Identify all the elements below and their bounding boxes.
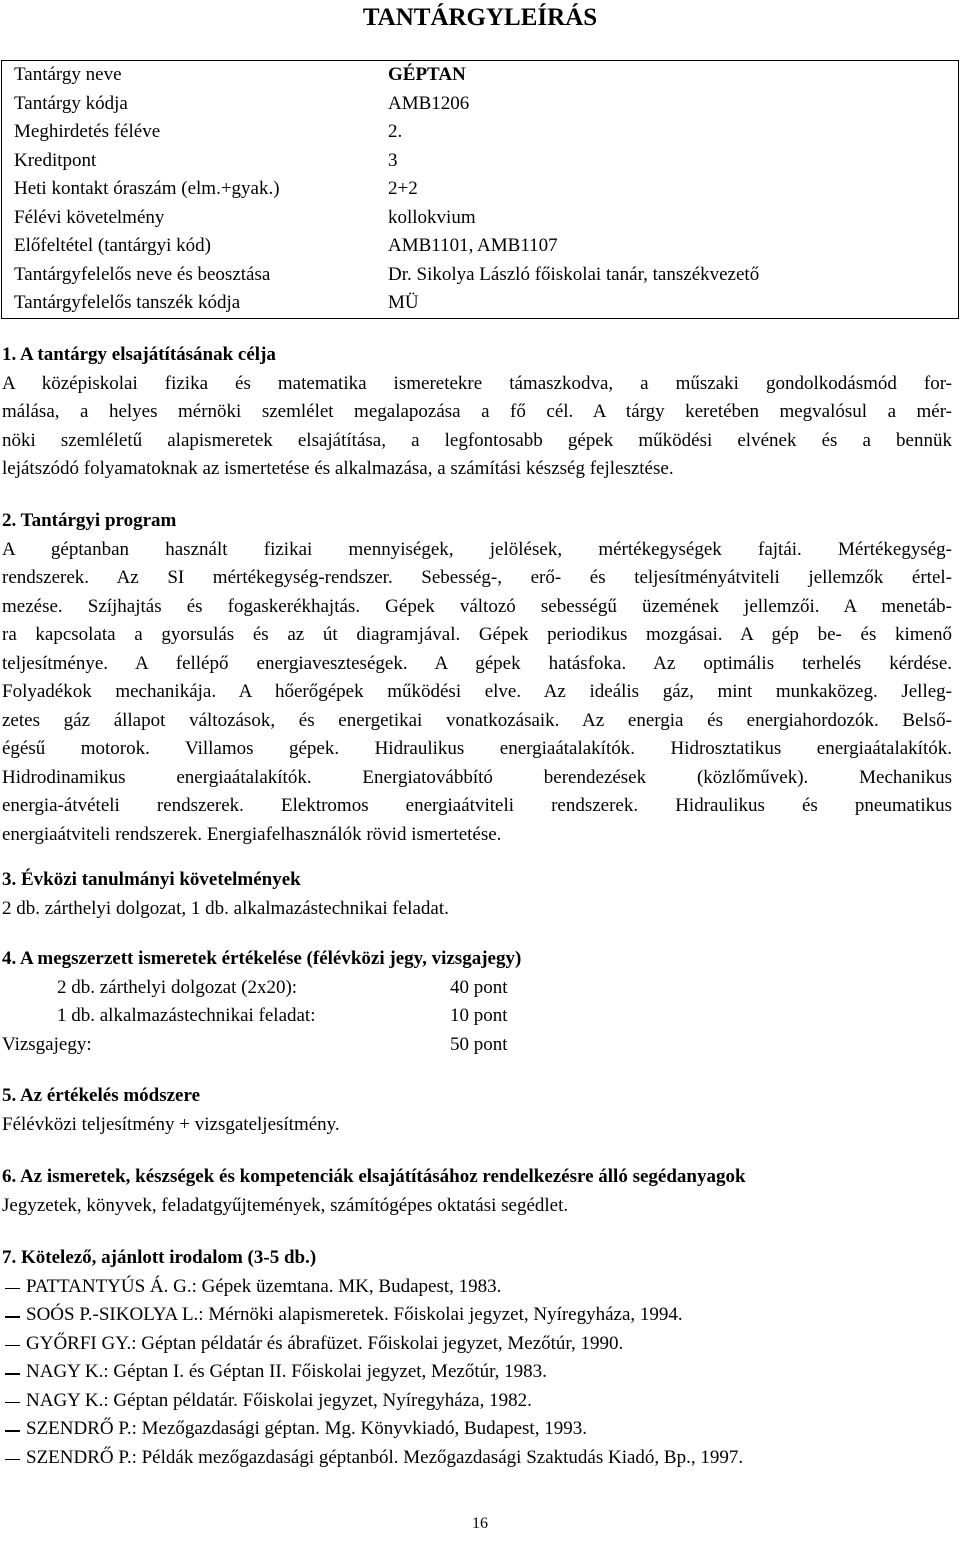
reference-text: PATTANTYÚS Á. G.: Gépek üzemtana. MK, Budapest, 1983. xyxy=(26,1275,502,1297)
reference-text: SOÓS P.-SIKOLYA L.: Mérnöki alapismeretek. Főiskolai jegyzet, Nyíregyháza, 1994. xyxy=(26,1304,683,1325)
grade-value: 50 pont xyxy=(450,1033,508,1055)
info-value: AMB1206 xyxy=(388,92,470,114)
info-value: AMB1101, AMB1107 xyxy=(388,235,558,256)
info-row-prerequisite xyxy=(2,232,958,261)
section-heading: 6. Az ismeretek, készségek és kompetenciák elsajátításához rendelkezésre álló segédanyagok xyxy=(2,1166,746,1187)
reference-item xyxy=(2,1330,952,1359)
info-row-code xyxy=(2,90,958,119)
dash-bullet-icon xyxy=(5,1288,20,1290)
info-value: Dr. Sikolya László főiskolai tanár, tanszékvezető xyxy=(388,263,760,285)
reference-text: SZENDRŐ P.: Példák mezőgazdasági géptanból. Mezőgazdasági Szaktudás Kiadó, Bp., 1997. xyxy=(26,1446,744,1468)
reference-text: NAGY K.: Géptan I. és Géptan II. Főiskolai jegyzet, Mezőtúr, 1983. xyxy=(26,1361,547,1382)
section-heading: 1. A tantárgy elsajátításának célja xyxy=(2,344,276,365)
dash-bullet-icon xyxy=(5,1373,20,1375)
grade-row xyxy=(2,1002,952,1031)
course-info-table xyxy=(1,60,959,319)
paragraph-line: málása, a helyes mérnöki szemlélet megalapozása a fő cél. A tárgy keretében megvalósul a mér- xyxy=(2,401,952,422)
section-text: 2 db. zárthelyi dolgozat, 1 db. alkalmazástechnikai feladat. xyxy=(2,897,449,919)
info-row-requirement xyxy=(2,204,958,233)
reference-item xyxy=(2,1444,952,1473)
dash-bullet-icon xyxy=(5,1459,20,1461)
info-label: Meghirdetés féléve xyxy=(14,121,161,142)
info-row-hours xyxy=(2,175,958,204)
info-row-department xyxy=(2,289,958,318)
page-title: TANTÁRGYLEÍRÁS xyxy=(362,4,598,31)
paragraph-line: Folyadékok mechanikája. A hőerőgépek működési elve. Az ideális gáz, mint munkaközeg. Jelleg- xyxy=(2,681,952,702)
section-objective xyxy=(2,341,952,484)
section-text: Jegyzetek, könyvek, feladatgyűjtemények, számítógépes oktatási segédlet. xyxy=(2,1194,569,1216)
section-program xyxy=(2,507,952,849)
info-label: Előfeltétel (tantárgyi kód) xyxy=(14,235,211,256)
info-value: 2+2 xyxy=(388,178,418,199)
info-label: Kreditpont xyxy=(14,149,97,171)
info-value: kollokvium xyxy=(388,206,476,228)
section-heading: 5. Az értékelés módszere xyxy=(2,1085,201,1106)
grade-row xyxy=(2,1031,952,1060)
dash-bullet-icon xyxy=(5,1430,20,1432)
grade-label: 1 db. alkalmazástechnikai feladat: xyxy=(57,1005,316,1026)
info-value: 3 xyxy=(388,149,398,171)
reference-item xyxy=(2,1387,952,1416)
dash-bullet-icon xyxy=(5,1316,20,1318)
paragraph-line: zetes gáz állapot változások, és energetikai vonatkozásaik. Az energia és energiahordozók. Belső- xyxy=(2,709,952,731)
grade-value: 10 pont xyxy=(450,1005,508,1026)
info-value: MÜ xyxy=(388,292,419,313)
info-label: Tantárgy kódja xyxy=(14,92,128,114)
grade-value: 40 pont xyxy=(450,976,508,998)
paragraph-line: energia-átvételi rendszerek. Elektromos energiaátviteli rendszerek. Hidraulikus és pneumatikus xyxy=(2,795,952,816)
paragraph-line: Hidrodinamikus energiaátalakítók. Energiatovábbító berendezések (közlőművek). Mechanikus xyxy=(2,766,952,788)
section-grading xyxy=(2,945,952,1059)
paragraph-line: teljesítménye. A fellépő energiaveszteségek. A gépek hatásfoka. Az optimális terhelés kérdése. xyxy=(2,652,952,674)
grade-label: 2 db. zárthelyi dolgozat (2x20): xyxy=(57,976,298,998)
section-heading: 7. Kötelező, ajánlott irodalom (3-5 db.) xyxy=(2,1247,317,1268)
section-heading: 2. Tantárgyi program xyxy=(2,510,177,531)
reference-list xyxy=(2,1273,952,1473)
reference-item xyxy=(2,1358,952,1387)
info-row-credits xyxy=(2,147,958,176)
info-value: GÉPTAN xyxy=(388,64,466,85)
dash-bullet-icon xyxy=(5,1345,20,1347)
section-heading: 3. Évközi tanulmányi követelmények xyxy=(2,869,301,890)
reference-item xyxy=(2,1301,952,1330)
paragraph-line: mezése. Szíjhajtás és fogaskerékhajtás. Gépek változó sebességű üzemének jellemzői. A menetáb- xyxy=(2,595,952,617)
section-requirements xyxy=(2,866,952,923)
reference-text: NAGY K.: Géptan példatár. Főiskolai jegyzet, Nyíregyháza, 1982. xyxy=(26,1389,532,1411)
section-heading: 4. A megszerzett ismeretek értékelése (félévközi jegy, vizsgajegy) xyxy=(2,948,522,969)
info-row-responsible xyxy=(2,261,958,290)
section-evaluation-method xyxy=(2,1082,952,1139)
paragraph-line: A géptanban használt fizikai mennyiségek, jelölések, mértékegységek fajtái. Mértékegység- xyxy=(2,538,952,560)
info-value: 2. xyxy=(388,121,403,142)
section-paragraph xyxy=(2,536,952,850)
grade-row xyxy=(2,974,952,1003)
info-label: Tantárgyfelelős tanszék kódja xyxy=(14,292,241,313)
page-number: 16 xyxy=(472,1515,488,1532)
info-label: Tantárgy neve xyxy=(14,64,122,85)
reference-text: GYŐRFI GY.: Géptan példatár és ábrafüzet. Főiskolai jegyzet, Mezőtúr, 1990. xyxy=(26,1332,624,1354)
paragraph-line: lejátszódó folyamatoknak az ismertetése és alkalmazása, a számítási készség fejlesztése. xyxy=(2,458,674,479)
section-text: Félévközi teljesítmény + vizsgateljesítmény. xyxy=(2,1113,340,1135)
grade-label: Vizsgajegy: xyxy=(2,1033,92,1055)
reference-item xyxy=(2,1273,952,1302)
paragraph-line: ra kapcsolata a gyorsulás és az út diagramjával. Gépek periodikus mozgásai. A gép be- és kimenő xyxy=(2,624,952,645)
reference-item xyxy=(2,1415,952,1444)
section-paragraph xyxy=(2,370,952,484)
paragraph-line: nöki szemléletű alapismeretek elsajátítása, a legfontosabb gépek működési elvének és a bennük xyxy=(2,429,952,451)
info-row-name xyxy=(2,61,958,90)
section-literature xyxy=(2,1244,952,1472)
info-row-semester xyxy=(2,118,958,147)
info-label: Félévi követelmény xyxy=(14,206,165,228)
paragraph-line: rendszerek. Az SI mértékegység-rendszer. Sebesség-, erő- és teljesítményátviteli jellemzők értel- xyxy=(2,567,952,588)
info-label: Heti kontakt óraszám (elm.+gyak.) xyxy=(14,178,280,199)
reference-text: SZENDRŐ P.: Mezőgazdasági géptan. Mg. Könyvkiadó, Budapest, 1993. xyxy=(26,1418,587,1439)
section-resources xyxy=(2,1163,952,1220)
info-label: Tantárgyfelelős neve és beosztása xyxy=(14,263,271,285)
paragraph-line: energiaátviteli rendszerek. Energiafelhasználók rövid ismertetése. xyxy=(2,823,502,845)
paragraph-line: A középiskolai fizika és matematika ismeretekre támaszkodva, a műszaki gondolkodásmód for- xyxy=(2,372,952,394)
dash-bullet-icon xyxy=(5,1402,20,1404)
paragraph-line: égésű motorok. Villamos gépek. Hidraulikus energiaátalakítók. Hidrosztatikus energiaátalakítók. xyxy=(2,738,952,759)
